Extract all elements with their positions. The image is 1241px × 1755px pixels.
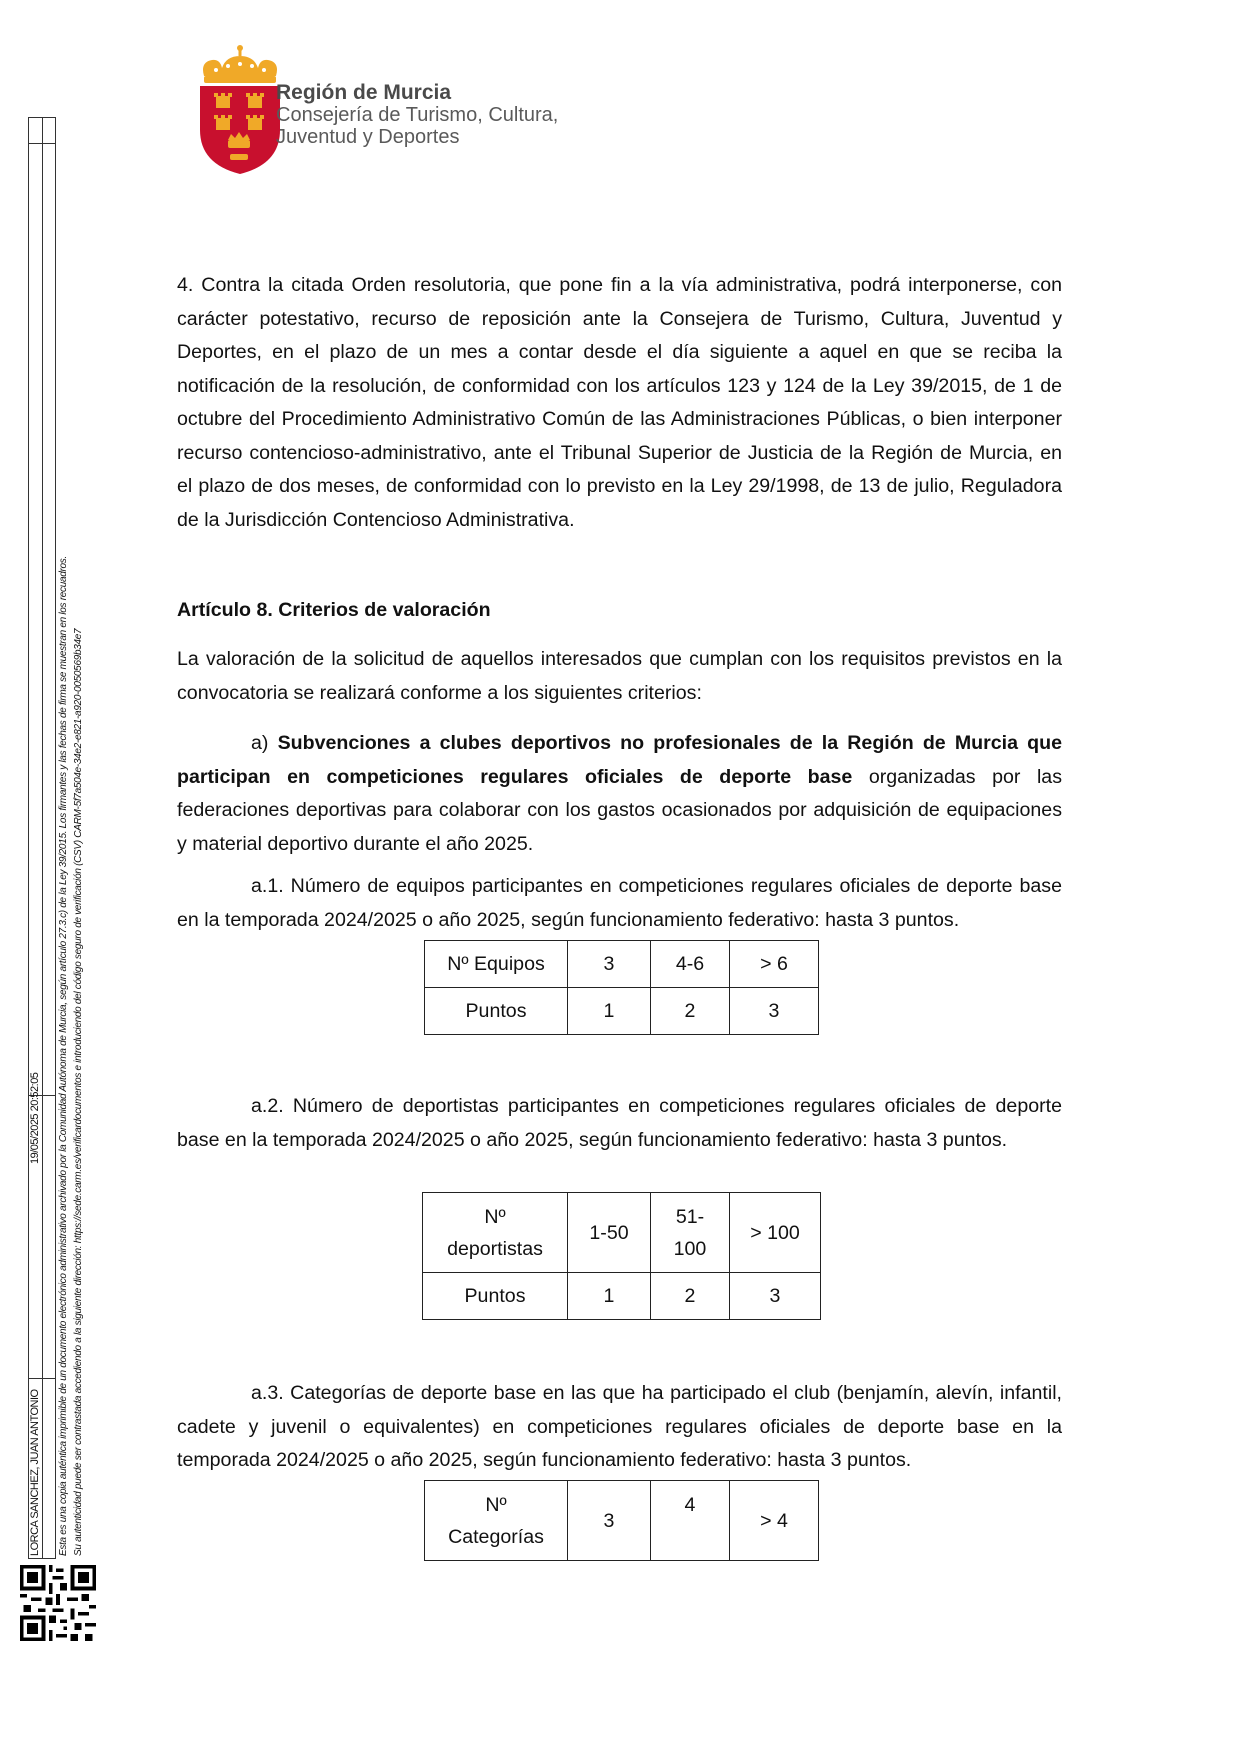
table-header-row [423,1193,821,1273]
table-cell: 2 [651,988,730,1035]
signature-box-divider [28,143,56,144]
table-cell [423,1193,568,1273]
table-teams [424,940,819,1035]
table-cell: 3 [568,941,651,988]
cell-line: Nº [485,1493,507,1516]
org-title: Región de Murcia [276,81,452,104]
table-cell: > 4 [730,1481,819,1561]
criterion-a-paragraph [177,727,1062,861]
table-cell [425,1481,568,1561]
table-cell: 4 [651,1481,730,1561]
table-cell: 2 [651,1273,730,1320]
legal-notice-line-1: Esta es una copia auténtica imprimible de un documento electrónico administrativo archivado por la Comunidad Autónoma de Murcia, según artículo 27.3.c) de la Ley 39/2015. Los firmantes y las fechas de firma se muestran en los recuadros. [58,556,69,1556]
table-cell: 1-50 [568,1193,651,1273]
department-line-1: Consejería de Turismo, Cultura, [276,104,559,126]
table-categories [424,1480,819,1561]
signature-box-column-divider [42,117,43,1559]
criterion-a3-paragraph: a.3. Categorías de deporte base en las que ha participado el club (benjamín, alevín, infantil, cadete y juvenil o equivalentes) en competiciones regulares oficiales de deporte base en la temporada 2024/2025 o año 2025, según funcionamiento federativo: hasta 3 puntos. [177,1382,1062,1471]
table-row [423,1273,821,1320]
table-cell: Puntos [423,1273,568,1320]
table-row [425,988,819,1035]
table-cell: 3 [568,1481,651,1561]
table-cell: > 6 [730,941,819,988]
cell-line: 51- [675,1205,705,1228]
region-murcia-logo [190,42,290,177]
department-line-2: Juventud y Deportes [276,126,460,148]
cell-line: deportistas [447,1237,543,1260]
article-heading: Artículo 8. Criterios de valoración [177,599,491,621]
table-cell: Puntos [425,988,568,1035]
intro-paragraph: La valoración de la solicitud de aquellos interesados que cumplan con los requisitos previstos en la convocatoria se realizará conforme a los siguientes criterios: [177,648,1062,704]
criterion-a2-paragraph: a.2. Número de deportistas participantes en competiciones regulares oficiales de deporte base en la temporada 2024/2025 o año 2025, según funcionamiento federativo: hasta 3 puntos. [177,1095,1062,1151]
paragraph-4: 4. Contra la citada Orden resolutoria, que pone fin a la vía administrativa, podrá interponerse, con carácter potestativo, recurso de reposición ante la Consejera de Turismo, Cultura, Juventud y Deportes, en el plazo de un mes a contar desde el día siguiente a aquel en que se reciba la notificación de la resolución, de conformidad con los artículos 123 y 124 de la Ley 39/2015, de 1 de octubre del Procedimiento Administrativo Común de las Administraciones Públicas, o bien interponer recurso contencioso-administrativo, ante el Tribunal Superior de Justicia de la Región de Murcia, en el plazo de dos meses, de conformidad con lo previsto en la Ley 29/1998, de 13 de julio, Reguladora de la Jurisdicción Contencioso Administrativa. [177,274,1062,531]
table-cell: 1 [568,1273,651,1320]
qr-code [20,1565,96,1641]
table-header-row [425,941,819,988]
table-cell: 4-6 [651,941,730,988]
cell-line: Nº [484,1205,506,1228]
organization-name [276,82,558,148]
table-cell: 3 [730,1273,821,1320]
table-cell: Nº Equipos [425,941,568,988]
table-cell: 3 [730,988,819,1035]
table-cell: > 100 [730,1193,821,1273]
table-cell [651,1193,730,1273]
criterion-a-bold: Subvenciones a clubes deportivos no profesionales de la Región de Murcia que participan en competiciones regulares oficiales de deporte base [177,732,1062,788]
table-athletes [422,1192,821,1320]
table-header-row [425,1481,819,1561]
signature-box-divider [28,1378,56,1379]
criterion-a-prefix: a) [251,732,278,754]
signature-timestamp: 19/05/2025 20:52:05 [29,1072,41,1164]
criterion-a-rest: organizadas por las federaciones deportivas para colaborar con los gastos ocasionados por adquisición de equipaciones y material deportivo durante el año 2025. [177,765,1062,855]
legal-notice-line-2: Su autenticidad puede ser contrastada accediendo a la siguiente dirección: https://sede.carm.es/verificardocumentos e introduciendo del código seguro de verificación (CSV) CARM-5f7a504e-34e2-e821-a920-0050569b34e7 [73,628,84,1556]
cell-line: 100 [673,1237,707,1260]
cell-line: Categorías [448,1525,544,1548]
table-cell: 1 [568,988,651,1035]
signer-name: LORCA SANCHEZ, JUAN ANTONIO [29,1389,41,1556]
criterion-a1-paragraph: a.1. Número de equipos participantes en competiciones regulares oficiales de deporte base en la temporada 2024/2025 o año 2025, según funcionamiento federativo: hasta 3 puntos. [177,875,1062,931]
